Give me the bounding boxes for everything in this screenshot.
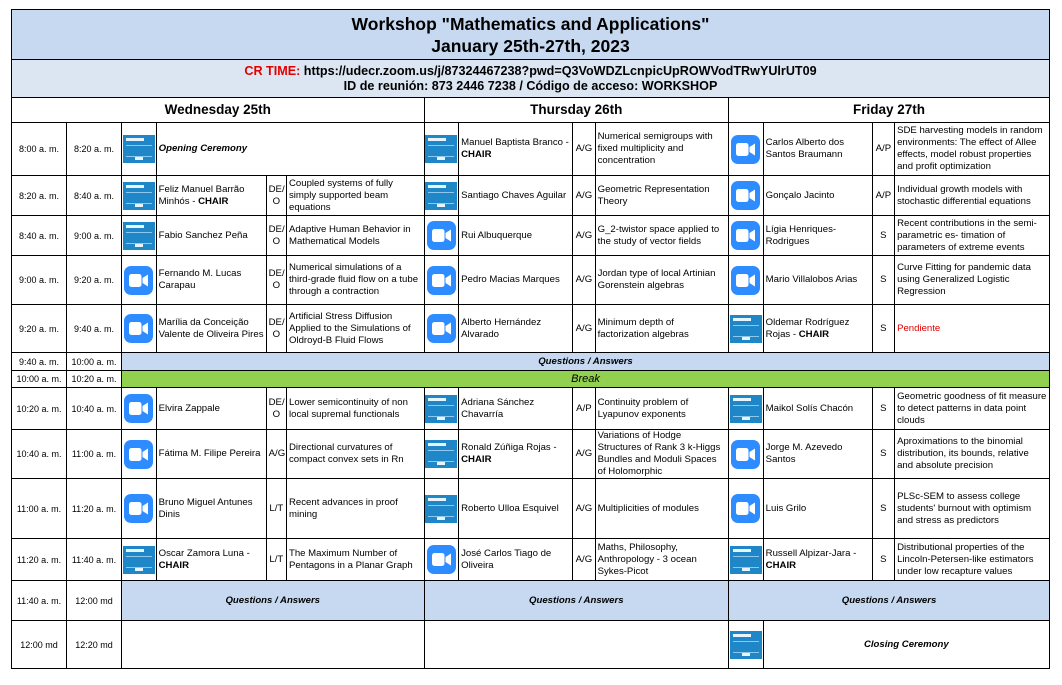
talk-title: The Maximum Number of Pentagons in a Planar Graph xyxy=(286,539,424,581)
speaker-name xyxy=(459,216,573,256)
speaker-icon-cell xyxy=(729,305,764,353)
talk-title: Curve Fitting for pandemic data using Generalized Logistic Regression xyxy=(895,256,1050,305)
cimpa-logo-icon xyxy=(425,440,457,468)
cimpa-logo-icon xyxy=(123,546,155,574)
end-time: 8:40 a. m. xyxy=(67,176,122,216)
speaker-name-text: Adriana Sánchez Chavarría xyxy=(461,396,535,420)
opening-ceremony: Opening Ceremony xyxy=(156,123,424,176)
empty-wednesday xyxy=(122,621,425,669)
session-code: DE/ O xyxy=(266,305,286,353)
zoom-icon xyxy=(427,545,456,574)
talk-title: Numerical semigroups with fixed multiplicity and concentration xyxy=(595,123,728,176)
schedule-row xyxy=(12,430,1050,479)
session-code: A/G xyxy=(573,539,595,581)
speaker-icon-cell xyxy=(729,539,764,581)
cimpa-logo-icon xyxy=(425,182,457,210)
end-time: 9:20 a. m. xyxy=(67,256,122,305)
start-time: 11:40 a. m. xyxy=(12,581,67,621)
start-time: 9:00 a. m. xyxy=(12,256,67,305)
talk-title: Geometric Representation Theory xyxy=(595,176,728,216)
speaker-icon-cell xyxy=(424,216,459,256)
talk-title: Lower semicontinuity of non local supremal functionals xyxy=(286,388,424,430)
speaker-name xyxy=(763,123,872,176)
end-time: 9:40 a. m. xyxy=(67,305,122,353)
speaker-icon-cell xyxy=(122,430,157,479)
start-time: 8:20 a. m. xyxy=(12,176,67,216)
day-header-thursday: Thursday 26th xyxy=(424,98,729,123)
talk-title: Jordan type of local Artinian Gorenstein algebras xyxy=(595,256,728,305)
schedule-row xyxy=(12,479,1050,539)
speaker-name-text: Luis Grilo xyxy=(765,502,807,514)
speaker-name-text: Elvira Zappale xyxy=(158,402,220,414)
schedule-row xyxy=(12,305,1050,353)
session-code: A/G xyxy=(573,479,595,539)
speaker-name-text: Fernando M. Lucas Carapau xyxy=(158,268,242,291)
chair-label: CHAIR xyxy=(198,195,229,207)
cimpa-logo-icon xyxy=(730,395,762,423)
speaker-name-text: Ronald Zúñiga Rojas - xyxy=(461,442,557,453)
speaker-name-text: Carlos Alberto dos Santos Braumann xyxy=(765,137,845,160)
zoom-icon xyxy=(124,314,153,343)
speaker-icon-cell xyxy=(424,176,459,216)
chair-label: CHAIR xyxy=(461,454,492,465)
talk-title: Continuity problem of Lyapunov exponents xyxy=(595,388,728,430)
zoom-icon xyxy=(427,266,456,295)
cimpa-logo-icon xyxy=(123,182,155,210)
zoom-icon xyxy=(731,221,760,250)
speaker-name-text: Bruno Miguel Antunes Dinis xyxy=(158,496,253,520)
speaker-name xyxy=(156,388,266,430)
session-code: A/G xyxy=(573,430,595,479)
speaker-name xyxy=(763,388,872,430)
speaker-name xyxy=(156,479,266,539)
schedule-row xyxy=(12,621,1050,669)
talk-title: Coupled systems of fully simply supported beam equations xyxy=(286,176,424,216)
speaker-icon-cell xyxy=(122,256,157,305)
talk-title: Numerical simulations of a third-grade fluid flow on a tube through a contraction xyxy=(286,256,424,305)
speaker-name-text: Russell Alpizar-Jara - xyxy=(765,547,857,559)
session-code: DE/ O xyxy=(266,256,286,305)
cimpa-logo-icon xyxy=(730,315,762,343)
speaker-icon-cell xyxy=(729,621,764,669)
talk-title: Geometric goodness of fit measure to detect patterns in data point clouds xyxy=(895,388,1050,430)
cimpa-logo-icon xyxy=(123,135,155,163)
speaker-name-text: Mario Villalobos Arias xyxy=(765,274,858,285)
session-code: A/G xyxy=(573,123,595,176)
speaker-name xyxy=(156,216,266,256)
end-time: 12:00 md xyxy=(67,581,122,621)
speaker-name xyxy=(763,216,872,256)
end-time: 9:00 a. m. xyxy=(67,216,122,256)
speaker-icon-cell xyxy=(729,176,764,216)
talk-title: SDE harvesting models in random environments: The effect of Allee effects, model robust properties and profit optimization xyxy=(895,123,1050,176)
speaker-name xyxy=(459,430,573,479)
zoom-link[interactable]: https://udecr.zoom.us/j/87324467238?pwd=Q3VoWDZLcnpicUpROWVodTRwYUlrUT09 xyxy=(300,63,817,78)
schedule-row xyxy=(12,216,1050,256)
speaker-name-text: Pedro Macias Marques xyxy=(461,274,560,285)
speaker-name-text: Marília da Conceição Valente de Oliveira Pires xyxy=(158,316,264,340)
chair-label: CHAIR xyxy=(461,149,492,160)
talk-title: Variations of Hodge Structures of Rank 3 k-Higgs Bundles and Moduli Spaces of Holomorphic xyxy=(595,430,728,479)
session-code: A/G xyxy=(573,216,595,256)
zoom-icon xyxy=(731,181,760,210)
start-time: 9:20 a. m. xyxy=(12,305,67,353)
start-time: 9:40 a. m. xyxy=(12,353,67,371)
speaker-name xyxy=(763,430,872,479)
schedule-row xyxy=(12,176,1050,216)
schedule-row xyxy=(12,353,1050,371)
speaker-name-text: Rui Albuquerque xyxy=(461,229,533,241)
start-time: 12:00 md xyxy=(12,621,67,669)
connection-info xyxy=(12,60,1050,98)
speaker-name-text: Alberto Hernández Alvarado xyxy=(461,316,542,340)
questions-answers: Questions / Answers xyxy=(122,353,1050,371)
talk-title: Individual growth models with stochastic differential equations xyxy=(895,176,1050,216)
chair-label: CHAIR xyxy=(798,328,830,340)
speaker-name-text: Fabio Sanchez Peña xyxy=(158,229,248,241)
zoom-icon xyxy=(731,135,760,164)
speaker-name-text: Gonçalo Jacinto xyxy=(765,189,835,201)
speaker-name-text: Lígia Henriques-Rodrigues xyxy=(765,223,837,247)
cr-time-label: CR TIME: xyxy=(244,63,301,78)
start-time: 10:40 a. m. xyxy=(12,430,67,479)
speaker-icon-cell xyxy=(729,388,764,430)
zoom-icon xyxy=(124,394,153,423)
end-time: 11:00 a. m. xyxy=(67,430,122,479)
speaker-name xyxy=(459,176,573,216)
session-code: L/T xyxy=(266,479,286,539)
start-time: 10:20 a. m. xyxy=(12,388,67,430)
meeting-id-line: ID de reunión: 873 2446 7238 / Código de acceso: WORKSHOP xyxy=(343,78,718,93)
end-time: 11:40 a. m. xyxy=(67,539,122,581)
start-time: 8:40 a. m. xyxy=(12,216,67,256)
start-time: 11:00 a. m. xyxy=(12,479,67,539)
speaker-name xyxy=(156,305,266,353)
session-code: A/P xyxy=(872,123,894,176)
end-time: 10:40 a. m. xyxy=(67,388,122,430)
end-time: 10:00 a. m. xyxy=(67,353,122,371)
speaker-name xyxy=(156,176,266,216)
start-time: 10:00 a. m. xyxy=(12,371,67,388)
closing-ceremony: Closing Ceremony xyxy=(763,621,1049,669)
break-row: Break xyxy=(122,371,1050,388)
session-code: A/G xyxy=(266,430,286,479)
speaker-name xyxy=(459,539,573,581)
speaker-icon-cell xyxy=(424,123,459,176)
talk-title: G_2-twistor space applied to the study of vector fields xyxy=(595,216,728,256)
end-time: 12:20 md xyxy=(67,621,122,669)
day-header-wednesday: Wednesday 25th xyxy=(12,98,425,123)
questions-answers-friday: Questions / Answers xyxy=(729,581,1050,621)
speaker-icon-cell xyxy=(729,216,764,256)
session-code: L/T xyxy=(266,539,286,581)
zoom-icon xyxy=(124,494,153,523)
talk-title: Pendiente xyxy=(895,305,1050,353)
speaker-name-text: Fátima M. Filipe Pereira xyxy=(158,448,261,459)
schedule-row xyxy=(12,371,1050,388)
cimpa-logo-icon xyxy=(730,631,762,659)
speaker-icon-cell xyxy=(424,539,459,581)
end-time: 10:20 a. m. xyxy=(67,371,122,388)
speaker-name-text: Feliz Manuel Barrão Minhós - xyxy=(158,183,245,207)
speaker-name xyxy=(459,479,573,539)
schedule-table xyxy=(11,9,1050,669)
talk-title: Multiplicities of modules xyxy=(595,479,728,539)
end-time: 11:20 a. m. xyxy=(67,479,122,539)
speaker-name xyxy=(156,256,266,305)
chair-label: CHAIR xyxy=(765,559,797,571)
zoom-icon xyxy=(427,221,456,250)
cimpa-logo-icon xyxy=(123,222,155,250)
speaker-name xyxy=(459,305,573,353)
speaker-name xyxy=(459,388,573,430)
schedule-row xyxy=(12,256,1050,305)
schedule-row xyxy=(12,388,1050,430)
speaker-icon-cell xyxy=(424,430,459,479)
chair-label: CHAIR xyxy=(158,559,190,571)
speaker-name-text: Roberto Ulloa Esquivel xyxy=(461,502,559,514)
session-code: S xyxy=(872,216,894,256)
zoom-icon xyxy=(124,266,153,295)
session-code: S xyxy=(872,388,894,430)
talk-title: Recent contributions in the semi-parametric es- timation of parameters of extreme events xyxy=(895,216,1050,256)
speaker-name-text: Maikol Solís Chacón xyxy=(765,402,854,414)
speaker-icon-cell xyxy=(122,176,157,216)
speaker-icon-cell xyxy=(424,388,459,430)
title-line-2: January 25th-27th, 2023 xyxy=(431,36,630,56)
speaker-icon-cell xyxy=(729,430,764,479)
zoom-icon xyxy=(731,266,760,295)
speaker-icon-cell xyxy=(122,216,157,256)
title-line-1: Workshop "Mathematics and Applications" xyxy=(351,14,710,34)
speaker-name xyxy=(763,176,872,216)
talk-title: Directional curvatures of compact convex sets in Rn xyxy=(286,430,424,479)
speaker-name xyxy=(763,305,872,353)
speaker-name xyxy=(763,479,872,539)
speaker-name xyxy=(459,123,573,176)
speaker-name xyxy=(763,539,872,581)
talk-title: Maths, Philosophy, Anthropology - 3 ocean Sykes-Picot xyxy=(595,539,728,581)
cimpa-logo-icon xyxy=(425,495,457,523)
zoom-icon xyxy=(427,314,456,343)
session-code: S xyxy=(872,430,894,479)
speaker-icon-cell xyxy=(424,305,459,353)
empty-thursday xyxy=(424,621,729,669)
talk-title: Distributional properties of the Lincoln-Petersen-like estimators under low recapture values xyxy=(895,539,1050,581)
speaker-icon-cell xyxy=(122,305,157,353)
session-code: S xyxy=(872,539,894,581)
talk-title: Artificial Stress Diffusion Applied to the Simulations of Oldroyd-B Fluid Flows xyxy=(286,305,424,353)
speaker-name-text: Oldemar Rodríguez Rojas - xyxy=(765,316,850,340)
cimpa-logo-icon xyxy=(730,546,762,574)
speaker-name-text: Manuel Baptista Branco - xyxy=(461,137,569,148)
talk-title: Minimum depth of factorization algebras xyxy=(595,305,728,353)
session-code: A/P xyxy=(573,388,595,430)
session-code: S xyxy=(872,479,894,539)
cimpa-logo-icon xyxy=(425,135,457,163)
day-header-friday: Friday 27th xyxy=(729,98,1050,123)
session-code: DE/ O xyxy=(266,176,286,216)
session-code: A/G xyxy=(573,256,595,305)
talk-title: PLSc-SEM to assess college students' burnout with optimism and stress as predictors xyxy=(895,479,1050,539)
session-code: A/P xyxy=(872,176,894,216)
questions-answers-wednesday: Questions / Answers xyxy=(122,581,425,621)
session-code: DE/ O xyxy=(266,216,286,256)
schedule-row xyxy=(12,581,1050,621)
talk-title: Recent advances in proof mining xyxy=(286,479,424,539)
speaker-name xyxy=(763,256,872,305)
session-code: S xyxy=(872,305,894,353)
speaker-name-text: Oscar Zamora Luna - xyxy=(158,547,250,559)
schedule-row xyxy=(12,539,1050,581)
speaker-name xyxy=(156,539,266,581)
speaker-icon-cell xyxy=(729,256,764,305)
start-time: 11:20 a. m. xyxy=(12,539,67,581)
session-code: A/G xyxy=(573,176,595,216)
session-code: DE/ O xyxy=(266,388,286,430)
speaker-name-text: José Carlos Tiago de Oliveira xyxy=(461,547,552,571)
speaker-name-text: Jorge M. Azevedo Santos xyxy=(765,442,843,465)
end-time: 8:20 a. m. xyxy=(67,123,122,176)
speaker-name xyxy=(459,256,573,305)
speaker-icon-cell xyxy=(122,123,157,176)
session-code: A/G xyxy=(573,305,595,353)
speaker-icon-cell xyxy=(424,479,459,539)
speaker-name xyxy=(156,430,266,479)
zoom-icon xyxy=(731,440,760,469)
speaker-name-text: Santiago Chaves Aguilar xyxy=(461,189,567,201)
talk-title: Aproximations to the binomial distribution, its bounds, relative and absolute precision xyxy=(895,430,1050,479)
speaker-icon-cell xyxy=(122,479,157,539)
questions-answers-thursday: Questions / Answers xyxy=(424,581,729,621)
speaker-icon-cell xyxy=(729,123,764,176)
speaker-icon-cell xyxy=(424,256,459,305)
speaker-icon-cell xyxy=(122,539,157,581)
speaker-icon-cell xyxy=(122,388,157,430)
talk-title: Adaptive Human Behavior in Mathematical Models xyxy=(286,216,424,256)
start-time: 8:00 a. m. xyxy=(12,123,67,176)
zoom-icon xyxy=(124,440,153,469)
speaker-icon-cell xyxy=(729,479,764,539)
schedule-row xyxy=(12,123,1050,176)
session-code: S xyxy=(872,256,894,305)
workshop-title xyxy=(12,10,1050,60)
cimpa-logo-icon xyxy=(425,395,457,423)
zoom-icon xyxy=(731,494,760,523)
